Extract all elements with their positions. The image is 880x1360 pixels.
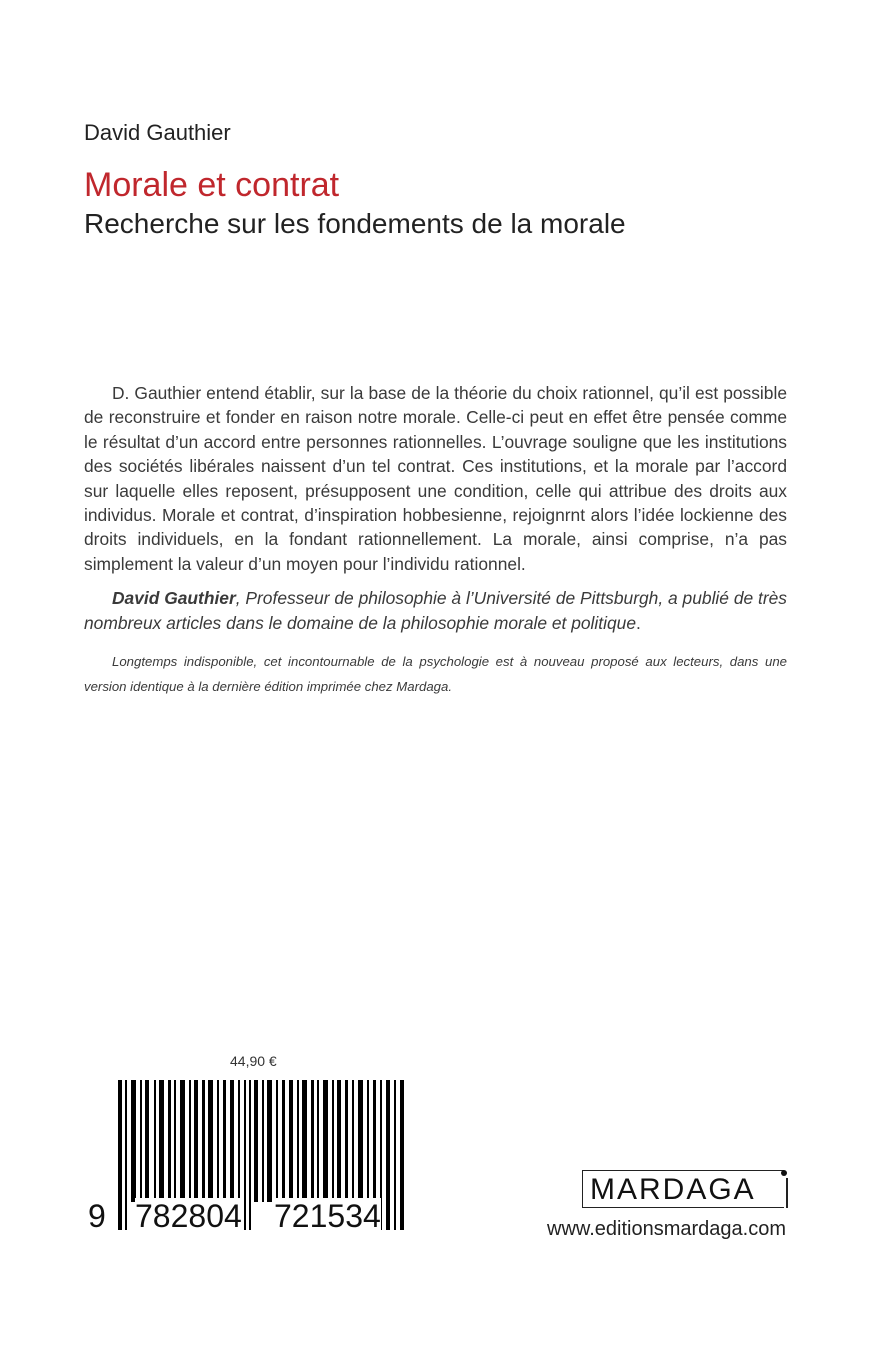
author-bio bbox=[84, 586, 787, 635]
publisher-logo: MARDAGA bbox=[590, 1173, 756, 1206]
book-subtitle: Recherche sur les fondements de la morale bbox=[84, 208, 626, 239]
price: 44,90 € bbox=[230, 1053, 277, 1069]
isbn-digit-group-2: 721534 bbox=[274, 1198, 381, 1234]
bio-end: . bbox=[636, 612, 641, 633]
book-title: Morale et contrat bbox=[84, 166, 340, 204]
summary-paragraph: D. Gauthier entend établir, sur la base de la théorie du choix rationnel, qu’il est possible de reconstruire et fonder en raison notre morale. Celle-ci peut en effet être pensée comme le résultat d’un accord entre personnes rationnelles. L’ouvrage souligne que les institutions des sociétés libérales naissent d’un tel contrat. Ces institutions, et la morale par l’accord sur laquelle elles reposent, présupposent une condition, celle qui attribue des droits aux individus. Morale et contrat, d’inspiration hobbesienne, rejoignrnt alors l’idée lockienne des droits individuels, en la fondant rationnellement. La morale, ainsi comprise, n’a pas simplement la valeur d’un moyen pour l’individu rationnel. bbox=[84, 383, 787, 574]
author-name: David Gauthier bbox=[84, 120, 231, 145]
isbn-first-digit: 9 bbox=[88, 1198, 106, 1234]
isbn-digit-group-1: 782804 bbox=[135, 1198, 242, 1234]
reissue-note: Longtemps indisponible, cet incontournable de la psychologie est à nouveau proposé aux lecteurs, dans une version identique à la dernière édition imprimée chez Mardaga. bbox=[84, 654, 787, 695]
bio-author-name: David Gauthier bbox=[112, 588, 236, 609]
logo-bar bbox=[786, 1178, 788, 1208]
back-cover-text bbox=[84, 381, 787, 699]
logo-dot bbox=[781, 1170, 787, 1176]
publisher-url: www.editionsmardaga.com bbox=[547, 1218, 786, 1240]
bio-text: , Professeur de philosophie à l’Université de Pittsburgh, a publié de très nombreux articles dans le domaine de la philosophie morale et politique bbox=[84, 588, 788, 633]
